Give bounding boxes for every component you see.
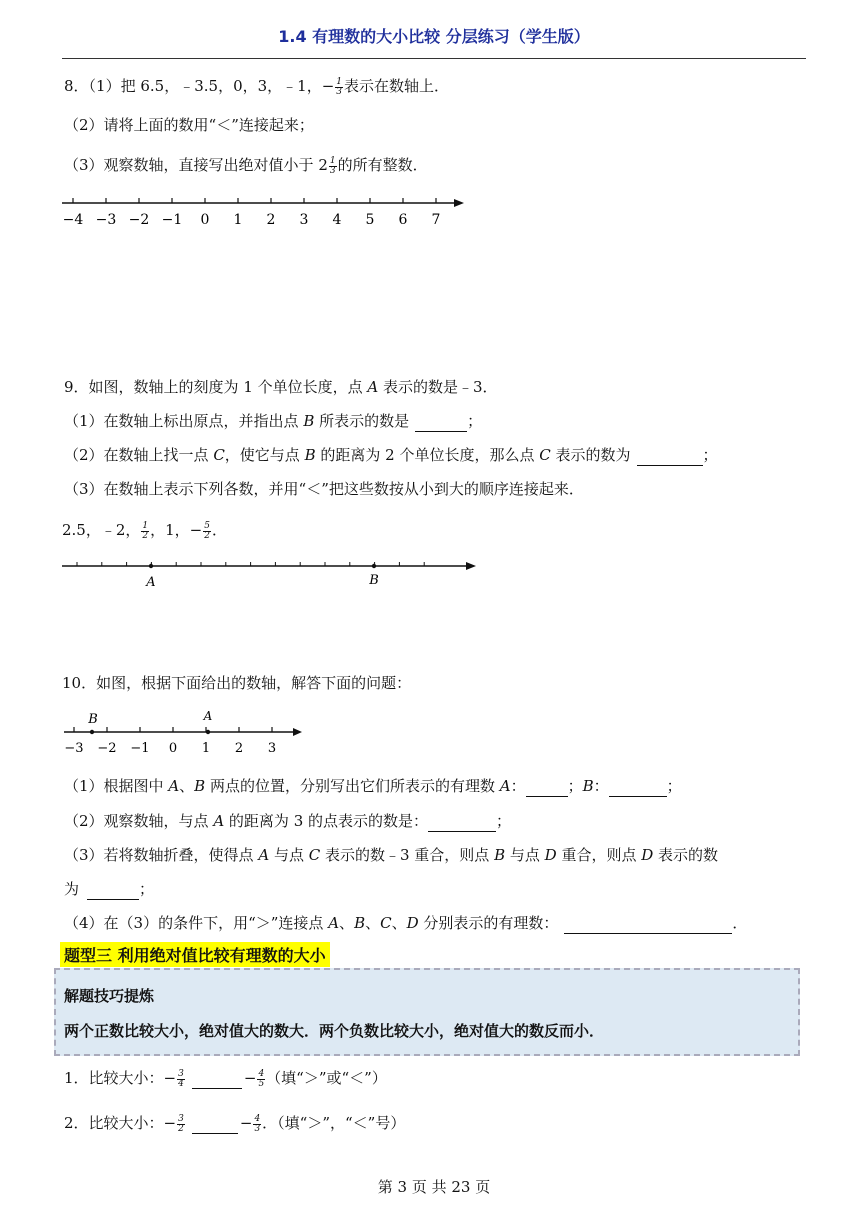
q10-l4-mid3: 与点 <box>505 846 545 864</box>
axis-tick-label: 7 <box>431 212 441 228</box>
q9-point-b-dot <box>372 564 376 568</box>
q9-l5-fraction-1 <box>141 522 149 541</box>
p1-f2-den: 5 <box>258 1078 265 1089</box>
q10-point-a-dot <box>206 730 210 734</box>
q10-l6-s1: 、 <box>339 914 355 932</box>
p1-pre: 1．比较大小：− <box>64 1069 177 1087</box>
q10-l4-mid2: 表示的数﹣3 重合，则点 <box>320 846 495 864</box>
p1-f1-den: 4 <box>178 1078 184 1089</box>
q9-l2-end: ； <box>467 412 483 430</box>
axis-tick-label: −3 <box>64 741 84 756</box>
q10-l6-post: 分别表示的有理数： <box>418 914 559 932</box>
q9-l3-point-c: C <box>213 446 225 464</box>
axis-tick-label: −4 <box>62 212 84 228</box>
q9-l1-post: 表示的数是﹣3． <box>378 378 498 396</box>
q10-l2-colon: ： <box>510 777 526 795</box>
q10-l2-mid: 两点的位置，分别写出它们所表示的有理数 <box>205 777 500 795</box>
q9-l3-end: ； <box>702 446 718 464</box>
q10-number-line <box>60 706 310 758</box>
q8-l3-frac-den: 3 <box>329 165 336 176</box>
q9-l3-pre: （2）在数轴上找一点 <box>64 446 214 464</box>
q10-l4-point-d2: D <box>641 846 654 864</box>
axis-tick-label: 1 <box>201 741 211 756</box>
q8-l1-fraction <box>335 78 343 97</box>
q8-l1-frac-den: 3 <box>336 86 343 97</box>
tip-title: 解题技巧提炼 <box>64 987 155 1005</box>
axis-tick-label: −2 <box>128 212 150 228</box>
q10-l4-point-d: D <box>544 846 557 864</box>
practice-2 <box>64 1113 405 1134</box>
p2-f1-den: 2 <box>178 1123 184 1134</box>
q10-l4-post: 表示的数 <box>653 846 719 864</box>
page-footer: 第 3 页 共 23 页 <box>377 1178 491 1196</box>
q10-line3 <box>64 811 511 832</box>
p2-pre: 2．比较大小：− <box>64 1114 177 1132</box>
q10-line4 <box>64 845 718 865</box>
q8-l3-post: 的所有整数． <box>337 156 428 174</box>
q9-line3 <box>64 445 718 466</box>
q10-l2-semi: ； <box>567 777 583 795</box>
axis-tick-label: 3 <box>299 212 309 228</box>
q10-line5 <box>64 879 154 900</box>
q9-l1-pre: 9．如图，数轴上的刻度为 1 个单位长度，点 <box>64 378 368 396</box>
axis-tick-label: 2 <box>266 212 276 228</box>
p2-post: ．（填“＞”，“＜”号） <box>262 1114 406 1132</box>
p2-fraction-1 <box>177 1115 185 1134</box>
axis-tick-label: 6 <box>398 212 408 228</box>
p2-f1-num: 3 <box>178 1113 184 1124</box>
axis-tick-label: 3 <box>267 741 277 756</box>
q9-point-b-label: B <box>369 573 379 588</box>
q10-l6-point-b: B <box>354 914 366 932</box>
tip-text: 两个正数比较大小，绝对值大的数大．两个负数比较大小，绝对值大的数反而小． <box>64 1022 605 1040</box>
p2-f2-den: 3 <box>254 1123 261 1134</box>
q10-answer-blank-2[interactable] <box>428 811 496 832</box>
q10-l4-point-a: A <box>258 846 270 864</box>
q9-axis-arrow <box>466 562 476 570</box>
q10-l6-s3: 、 <box>391 914 407 932</box>
q10-l4-mid4: 重合，则点 <box>556 846 642 864</box>
q9-l5-f2-den: 2 <box>204 530 210 541</box>
q10-l3-pre: （2）观察数轴，与点 <box>64 812 214 830</box>
q9-answer-blank-1[interactable] <box>415 411 467 432</box>
q10-l5-end: ； <box>139 880 155 898</box>
q10-l2-point-a: A <box>168 777 180 795</box>
q10-answer-blank-4[interactable] <box>564 913 732 934</box>
q9-l3-point-b: B <box>304 446 316 464</box>
q10-answer-blank-3[interactable] <box>87 879 139 900</box>
axis-tick-label: 5 <box>365 212 375 228</box>
q10-l4-pre: （3）若将数轴折叠，使得点 <box>64 846 259 864</box>
q10-l2-end: ； <box>666 777 682 795</box>
q9-l1-point-a: A <box>367 378 379 396</box>
q9-line4: （3）在数轴上表示下列各数，并用“＜”把这些数按从小到大的顺序连接起来． <box>64 480 584 498</box>
axis-tick-label: 2 <box>234 741 244 756</box>
q9-l2-post: 所表示的数是 <box>314 412 410 430</box>
p2-mid: − <box>239 1114 253 1132</box>
p1-mid: − <box>243 1069 257 1087</box>
q9-point-a-dot <box>149 564 153 568</box>
q8-axis-arrow <box>454 199 464 207</box>
q10-l2-point-b: B <box>194 777 206 795</box>
q9-point-a-label: A <box>146 575 156 590</box>
q10-l2-point-b2: B <box>582 777 594 795</box>
q8-l1-post: 表示在数轴上． <box>344 77 450 95</box>
q10-l5-pre: 为 <box>64 880 80 898</box>
q8-line2: （2）请将上面的数用“＜”连接起来； <box>64 116 314 134</box>
q10-answer-blank-b[interactable] <box>609 776 667 797</box>
q10-axis-arrow <box>293 728 302 736</box>
axis-tick-label: −3 <box>95 212 117 228</box>
q9-l3-post: 表示的数为 <box>550 446 631 464</box>
q10-l4-point-b: B <box>494 846 506 864</box>
q9-line1 <box>64 377 498 397</box>
q9-l5-pre: 2.5，﹣2， <box>62 521 141 539</box>
q8-l3-pre: （3）观察数轴，直接写出绝对值小于 2 <box>64 156 328 174</box>
q8-l1-pre: 8．（1）把 6.5，﹣3.5，0，3，﹣1， <box>64 77 322 95</box>
q9-line5 <box>62 520 227 541</box>
q10-l6-point-d: D <box>406 914 419 932</box>
p2-answer-blank[interactable] <box>192 1113 238 1134</box>
q10-point-b-dot <box>90 730 94 734</box>
p1-f1-num: 3 <box>178 1068 184 1079</box>
q9-l5-fraction-2 <box>203 522 211 541</box>
q10-l2-sep: 、 <box>179 777 195 795</box>
q8-l3-frac-num: 1 <box>329 155 336 166</box>
axis-tick-label: −2 <box>97 741 117 756</box>
q10-l6-pre: （4）在（3）的条件下，用“＞”连接点 <box>64 914 329 932</box>
axis-tick-label: −1 <box>130 741 150 756</box>
q9-l3-mid2: 的距离为 2 个单位长度，那么点 <box>315 446 540 464</box>
q10-line6 <box>64 913 747 934</box>
q10-l6-point-a: A <box>328 914 340 932</box>
q9-l3-mid: ，使它与点 <box>224 446 305 464</box>
p1-fraction-2 <box>257 1070 265 1089</box>
q9-l5-f2-num: 5 <box>204 520 210 531</box>
p1-post: （填“＞”或“＜”） <box>266 1069 387 1087</box>
axis-tick-label: 4 <box>332 212 342 228</box>
q8-l3-fraction <box>329 157 337 176</box>
q10-point-a-label: A <box>203 709 213 723</box>
q10-l3-end: ； <box>496 812 512 830</box>
q9-l5-mid: ，1，− <box>150 521 203 539</box>
q9-l5-f1-den: 2 <box>142 530 149 541</box>
header-rule <box>62 58 806 59</box>
q9-line2 <box>64 411 482 432</box>
q9-number-line <box>60 556 480 592</box>
q8-number-line <box>60 188 470 234</box>
q10-answer-blank-a[interactable] <box>526 776 568 797</box>
q8-line1 <box>64 76 449 97</box>
q9-l5-f1-num: 1 <box>142 520 149 531</box>
q10-l3-point-a: A <box>213 812 225 830</box>
q10-l2-pre: （1）根据图中 <box>64 777 169 795</box>
q8-l1-frac-num: 1 <box>336 76 343 87</box>
axis-tick-label: 0 <box>168 741 178 756</box>
q9-answer-blank-2[interactable] <box>637 445 703 466</box>
q10-l6-s2: 、 <box>365 914 381 932</box>
q10-point-b-label: B <box>88 712 98 727</box>
q10-l3-post: 的距离为 3 的点表示的数是： <box>224 812 429 830</box>
q10-line2 <box>64 776 682 797</box>
p2-f2-num: 4 <box>254 1113 261 1124</box>
tip-box <box>54 968 800 1056</box>
q9-l5-end: ． <box>212 521 228 539</box>
q10-l4-point-c: C <box>308 846 321 864</box>
axis-tick-label: 0 <box>200 212 210 228</box>
q8-l1-minus: − <box>321 77 335 95</box>
q10-line1: 10．如图，根据下面给出的数轴，解答下面的问题： <box>62 674 412 692</box>
q10-l2-colon2: ： <box>593 777 609 795</box>
p2-fraction-2 <box>253 1115 261 1134</box>
p1-f2-num: 4 <box>258 1068 265 1079</box>
q10-l6-point-c: C <box>380 914 392 932</box>
q8-line3 <box>64 155 428 176</box>
q10-l6-end: ． <box>732 914 748 932</box>
page-header-title: 1.4 有理数的大小比较 分层练习（学生版） <box>278 27 590 46</box>
p1-fraction-1 <box>177 1070 185 1089</box>
p1-answer-blank[interactable] <box>192 1068 242 1089</box>
practice-1 <box>64 1068 387 1089</box>
q10-l2-point-a2: A <box>499 777 511 795</box>
q9-l2-point-b: B <box>303 412 315 430</box>
axis-tick-label: −1 <box>161 212 183 228</box>
section-heading: 题型三 利用绝对值比较有理数的大小 <box>60 942 330 967</box>
axis-tick-label: 1 <box>233 212 243 228</box>
q9-l3-point-c2: C <box>539 446 551 464</box>
q10-l4-mid1: 与点 <box>269 846 309 864</box>
q9-l2-pre: （1）在数轴上标出原点，并指出点 <box>64 412 304 430</box>
